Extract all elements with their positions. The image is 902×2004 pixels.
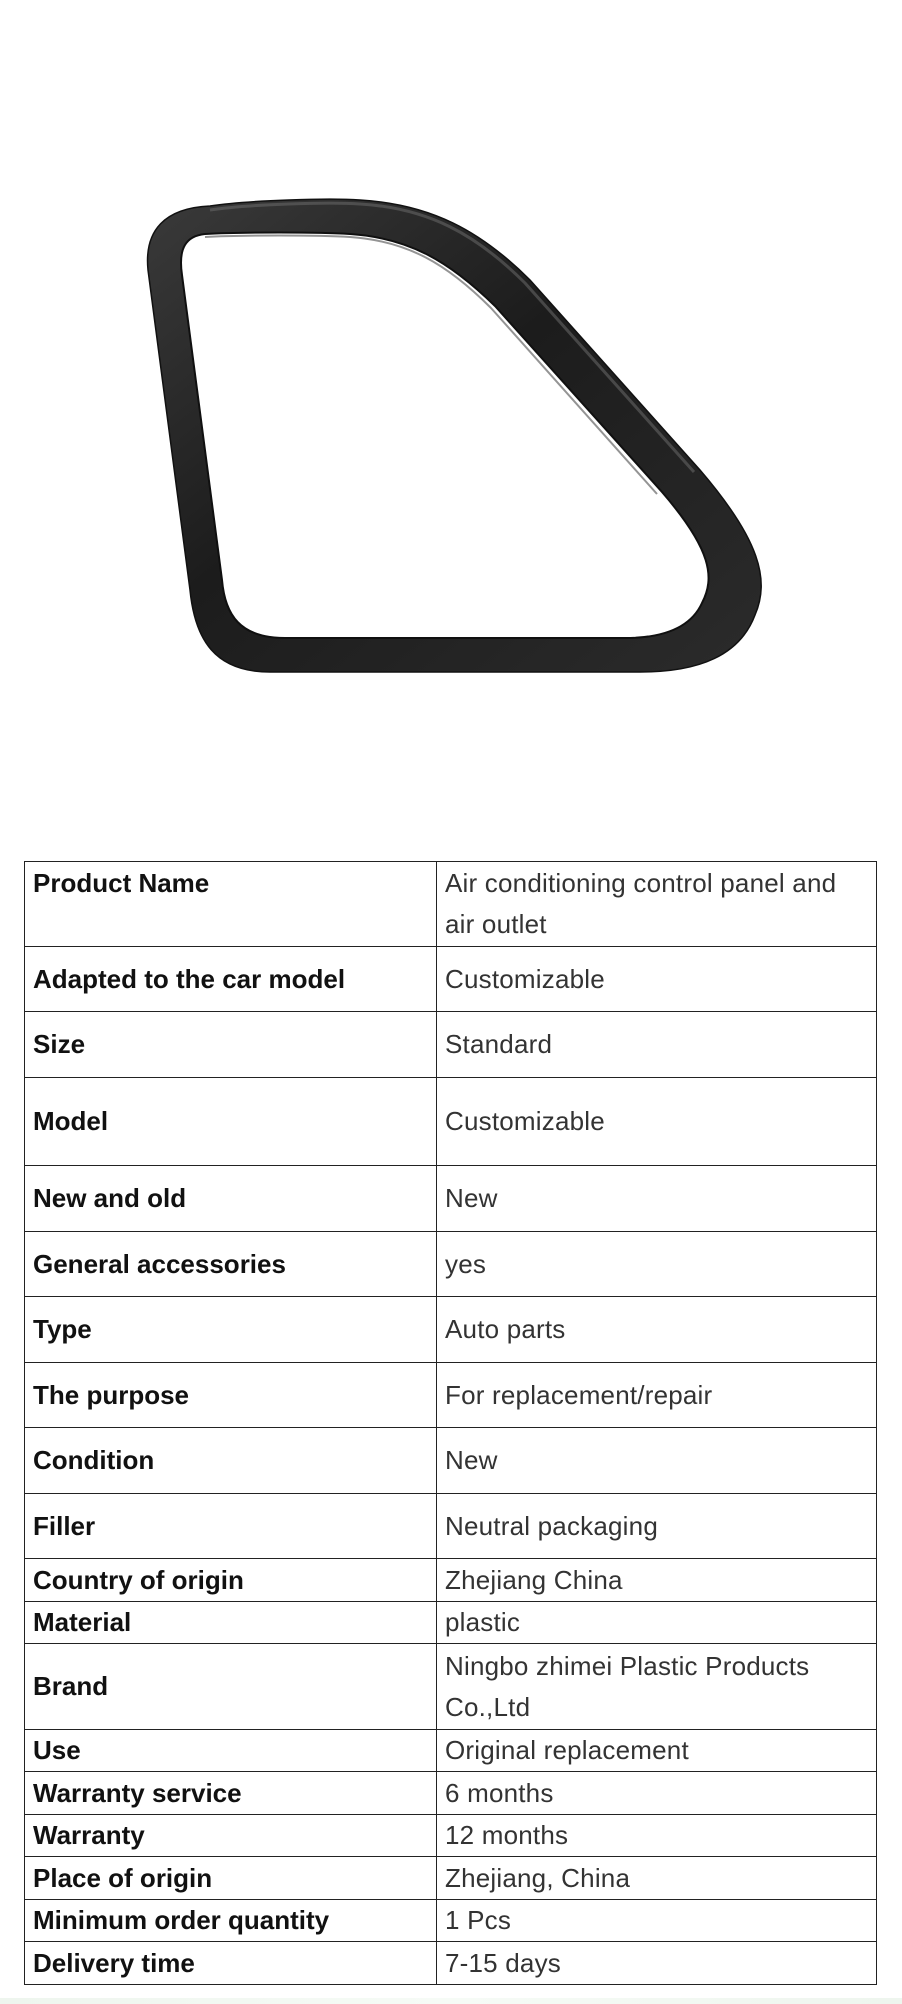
- spec-value: 12 months: [437, 1815, 877, 1857]
- spec-value: New: [437, 1166, 877, 1232]
- table-row: [25, 1559, 877, 1602]
- spec-value: Neutral packaging: [437, 1494, 877, 1559]
- table-row: [25, 1428, 877, 1494]
- spec-value: Ningbo zhimei Plastic Products Co.,Ltd: [437, 1644, 877, 1730]
- spec-label: Delivery time: [25, 1942, 437, 1985]
- spec-value: Zhejiang, China: [437, 1857, 877, 1900]
- air-outlet-frame-image: [0, 0, 902, 850]
- product-image: [0, 0, 902, 850]
- spec-label: Minimum order quantity: [25, 1900, 437, 1942]
- spec-value: Air conditioning control panel and air outlet: [437, 862, 877, 947]
- spec-label: Product Name: [25, 862, 437, 947]
- specifications-table: [24, 861, 877, 1985]
- table-row: [25, 1494, 877, 1559]
- table-row: [25, 1012, 877, 1078]
- table-row: [25, 1232, 877, 1297]
- table-row: [25, 1363, 877, 1428]
- table-row: [25, 1942, 877, 1985]
- spec-value: Original replacement: [437, 1730, 877, 1772]
- spec-value: Customizable: [437, 1078, 877, 1166]
- spec-value: 6 months: [437, 1772, 877, 1815]
- table-row: [25, 1078, 877, 1166]
- spec-value: Auto parts: [437, 1297, 877, 1363]
- spec-value: New: [437, 1428, 877, 1494]
- table-row: [25, 1297, 877, 1363]
- spec-label: Type: [25, 1297, 437, 1363]
- bottom-divider: [0, 1998, 902, 2004]
- spec-label: Size: [25, 1012, 437, 1078]
- spec-label: Warranty: [25, 1815, 437, 1857]
- spec-label: Material: [25, 1602, 437, 1644]
- table-row: [25, 1900, 877, 1942]
- table-row: [25, 1644, 877, 1730]
- spec-label: Filler: [25, 1494, 437, 1559]
- spec-label: Adapted to the car model: [25, 947, 437, 1012]
- table-row: [25, 947, 877, 1012]
- spec-label: Brand: [25, 1644, 437, 1730]
- spec-value: Standard: [437, 1012, 877, 1078]
- spec-label: Condition: [25, 1428, 437, 1494]
- table-row: [25, 862, 877, 947]
- spec-value: plastic: [437, 1602, 877, 1644]
- table-row: [25, 1166, 877, 1232]
- spec-label: General accessories: [25, 1232, 437, 1297]
- spec-value: Zhejiang China: [437, 1559, 877, 1602]
- spec-label: Place of origin: [25, 1857, 437, 1900]
- spec-value: 1 Pcs: [437, 1900, 877, 1942]
- spec-label: Country of origin: [25, 1559, 437, 1602]
- table-row: [25, 1602, 877, 1644]
- spec-value: Customizable: [437, 947, 877, 1012]
- spec-label: Warranty service: [25, 1772, 437, 1815]
- table-row: [25, 1730, 877, 1772]
- table-row: [25, 1772, 877, 1815]
- spec-label: New and old: [25, 1166, 437, 1232]
- spec-label: The purpose: [25, 1363, 437, 1428]
- spec-label: Model: [25, 1078, 437, 1166]
- spec-value: yes: [437, 1232, 877, 1297]
- table-row: [25, 1815, 877, 1857]
- spec-label: Use: [25, 1730, 437, 1772]
- spec-value: For replacement/repair: [437, 1363, 877, 1428]
- table-row: [25, 1857, 877, 1900]
- spec-value: 7-15 days: [437, 1942, 877, 1985]
